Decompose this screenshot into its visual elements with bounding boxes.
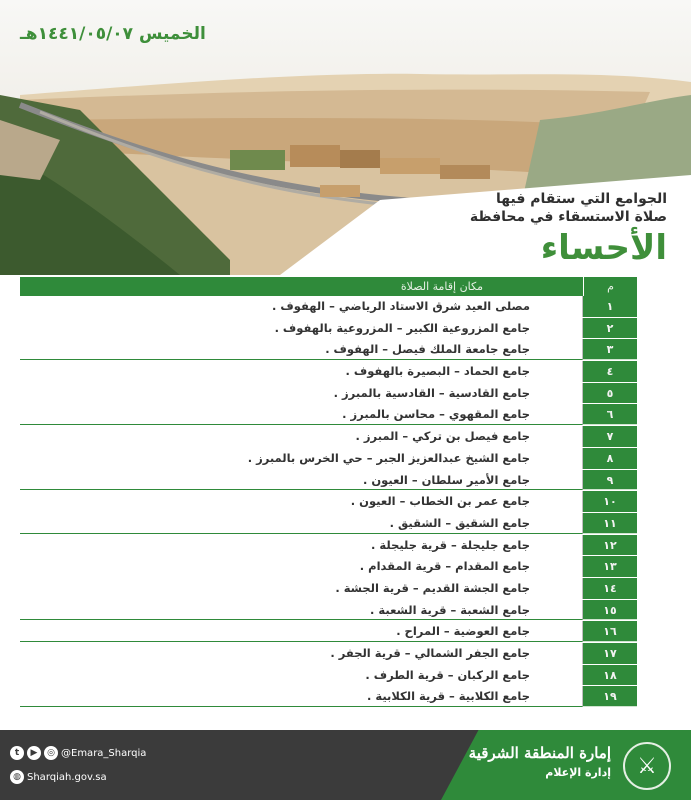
mosque-location: جامع الشيخ عبدالعزيز الجبر – حي الخرس بالمبرز . [20,448,583,469]
mosque-location: جامع فيصل بن تركي – المبرز . [20,426,583,447]
row-number: ١٧ [583,643,637,664]
mosque-location: جامع الشقيق – الشقيق . [20,513,583,534]
social-links [10,744,146,792]
mosque-location: جامع الحماد – البصيرة بالهفوف . [20,361,583,382]
table-row [20,556,637,578]
mosque-location: جامع جامعة الملك فيصل – الهفوف . [20,339,583,360]
mosque-location: جامع الشعبة – قرية الشعبة . [20,600,583,621]
row-number: ١٥ [583,600,637,621]
row-number: ١ [583,296,637,317]
row-number: ١٢ [583,535,637,556]
department-name: إدارة الإعلام [545,766,611,779]
subtitle-line-1: الجوامع التي ستقام فيها [496,191,667,207]
table-row [20,318,637,340]
table-row [20,404,637,426]
row-number: ٩ [583,470,637,491]
mosque-location: جامع الكلابية – قرية الكلابية . [20,686,583,707]
table-row [20,448,637,470]
twitter-icon: t [10,746,24,760]
table-row [20,361,637,383]
mosque-location: جامع الأمير سلطان – العيون . [20,470,583,491]
mosque-location: جامع المقدام – قرية المقدام . [20,556,583,577]
table-row [20,643,637,665]
row-number: ١٨ [583,665,637,686]
mosque-location: جامع القادسية – القادسية بالمبرز . [20,383,583,404]
youtube-icon: ▶ [27,746,41,760]
table-row [20,383,637,405]
mosque-location: جامع عمر بن الخطاب – العيون . [20,491,583,512]
table-row [20,621,637,643]
table-row [20,513,637,535]
subtitle-line-2: صلاة الاستسقاء في محافظة [469,209,667,225]
row-number: ١٣ [583,556,637,577]
header-banner [0,0,691,275]
row-number: ٧ [583,426,637,447]
table-row [20,578,637,600]
row-number: ١٦ [583,621,637,642]
row-number: ٨ [583,448,637,469]
row-number: ١١ [583,513,637,534]
mosque-location: جامع العوضية – المراح . [20,621,583,642]
row-number: ١٩ [583,686,637,707]
table-row [20,535,637,557]
mosque-location: مصلى العيد شرق الاستاد الرياضي – الهفوف . [20,296,583,317]
table-row [20,686,637,708]
organization [469,744,611,779]
mosque-location: جامع المزروعية الكبير – المزروعية بالهفوف . [20,318,583,339]
row-number: ٥ [583,383,637,404]
location-column-header: مكان إقامة الصلاة [400,280,483,293]
date-label: الخميس ١٤٤١/٠٥/٠٧هـ [20,24,206,44]
twitter-handle: @Emara_Sharqia [61,747,147,759]
table-header [20,277,637,296]
mosque-location: جامع الجشة القديم – قرية الجشة . [20,578,583,599]
page-title: الأحساء [540,228,667,268]
table-body [20,296,637,708]
footer [0,712,691,800]
website-link[interactable] [10,768,146,786]
palm-swords-emblem-icon: ⚔ [623,742,671,790]
table-row [20,600,637,622]
mosques-table [20,277,637,708]
mosque-location: جامع جليجلة – قرية جليجلة . [20,535,583,556]
row-number: ١٠ [583,491,637,512]
row-number: ٤ [583,361,637,382]
website-url: Sharqiah.gov.sa [27,771,107,783]
table-row [20,426,637,448]
table-row [20,296,637,318]
row-number: ٦ [583,404,637,425]
mosque-location: جامع الجفر الشمالي – قرية الجفر . [20,643,583,664]
title-block [470,190,667,268]
org-name: إمارة المنطقة الشرقية [468,744,611,762]
mosque-location: جامع المقهوي – محاسن بالمبرز . [20,404,583,425]
table-row [20,339,637,361]
table-row [20,470,637,492]
number-column-header: م [583,277,637,296]
mosque-location: جامع الركبان – قرية الطرف . [20,665,583,686]
row-number: ١٤ [583,578,637,599]
instagram-icon: ◎ [44,746,58,760]
table-row [20,665,637,687]
row-number: ٣ [583,339,637,360]
table-row [20,491,637,513]
row-number: ٢ [583,318,637,339]
twitter-link[interactable] [10,744,146,762]
globe-icon: ◍ [10,770,24,784]
